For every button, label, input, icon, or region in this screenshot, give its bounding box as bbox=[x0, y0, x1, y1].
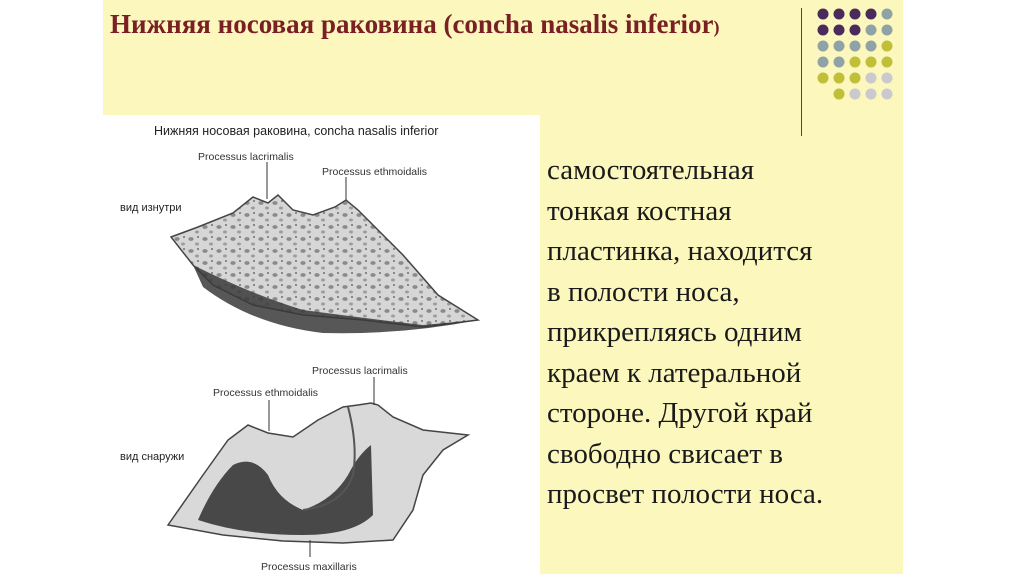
decorative-dot bbox=[850, 89, 861, 100]
concha-inner-view-shape bbox=[171, 195, 478, 327]
figure-heading: Нижняя носовая раковина, concha nasalis inferior bbox=[154, 124, 439, 138]
decorative-dot bbox=[850, 73, 861, 84]
label-lacrimal-top: Processus lacrimalis bbox=[198, 151, 294, 163]
label-ethmoid-top: Processus ethmoidalis bbox=[322, 166, 428, 178]
body-text-line: стороне. Другой край bbox=[547, 397, 813, 429]
decorative-dot bbox=[866, 25, 877, 36]
slide-title bbox=[110, 4, 810, 47]
decorative-dot bbox=[850, 25, 861, 36]
decorative-dot bbox=[850, 41, 861, 52]
decorative-dot bbox=[866, 89, 877, 100]
body-text-line: в полости носа, bbox=[547, 275, 740, 308]
label-lacrimal-bottom: Processus lacrimalis bbox=[312, 365, 408, 377]
label-ethmoid-bottom: Processus ethmoidalis bbox=[213, 387, 319, 399]
anatomy-figure bbox=[103, 115, 540, 574]
concha-illustration bbox=[103, 115, 540, 574]
decorative-dot bbox=[818, 25, 829, 36]
decorative-dot bbox=[882, 9, 893, 20]
decorative-dot bbox=[834, 25, 845, 36]
slide-body-text bbox=[547, 150, 899, 515]
decorative-dot bbox=[882, 73, 893, 84]
decorative-dot bbox=[850, 57, 861, 68]
label-maxillaris: Processus maxillaris bbox=[261, 561, 357, 573]
body-text-line: пластинка, находится bbox=[547, 235, 813, 267]
title-divider-line bbox=[801, 8, 802, 136]
body-text-line: просвет полости носа. bbox=[547, 478, 824, 510]
body-text-line: прикрепляясь одним bbox=[547, 316, 802, 348]
slide-title-close-paren: ) bbox=[713, 17, 720, 37]
decorative-dot bbox=[866, 57, 877, 68]
decorative-dot bbox=[882, 41, 893, 52]
decorative-dot bbox=[850, 9, 861, 20]
decorative-dot bbox=[866, 9, 877, 20]
label-view-inner: вид изнутри bbox=[120, 202, 182, 214]
body-text-line: краем к латеральной bbox=[547, 356, 802, 389]
decorative-dot bbox=[834, 41, 845, 52]
decorative-dot bbox=[834, 73, 845, 84]
decorative-dot-grid bbox=[816, 8, 896, 124]
decorative-dot bbox=[818, 73, 829, 84]
label-view-outer: вид снаружи bbox=[120, 451, 185, 463]
decorative-dot bbox=[834, 89, 845, 100]
decorative-dot bbox=[866, 41, 877, 52]
decorative-dot bbox=[882, 57, 893, 68]
decorative-dot bbox=[818, 9, 829, 20]
slide-title-text: Нижняя носовая раковина (concha nasalis inferior bbox=[110, 9, 714, 39]
decorative-dot bbox=[818, 41, 829, 52]
body-text-line: тонкая костная bbox=[547, 194, 732, 227]
decorative-dot bbox=[818, 57, 829, 68]
decorative-dot bbox=[866, 73, 877, 84]
body-text-line: самостоятельная bbox=[547, 154, 755, 186]
decorative-dot bbox=[882, 89, 893, 100]
decorative-dot bbox=[882, 25, 893, 36]
decorative-dot bbox=[834, 9, 845, 20]
decorative-dot bbox=[834, 57, 845, 68]
body-text-line: свободно свисает в bbox=[547, 437, 783, 470]
